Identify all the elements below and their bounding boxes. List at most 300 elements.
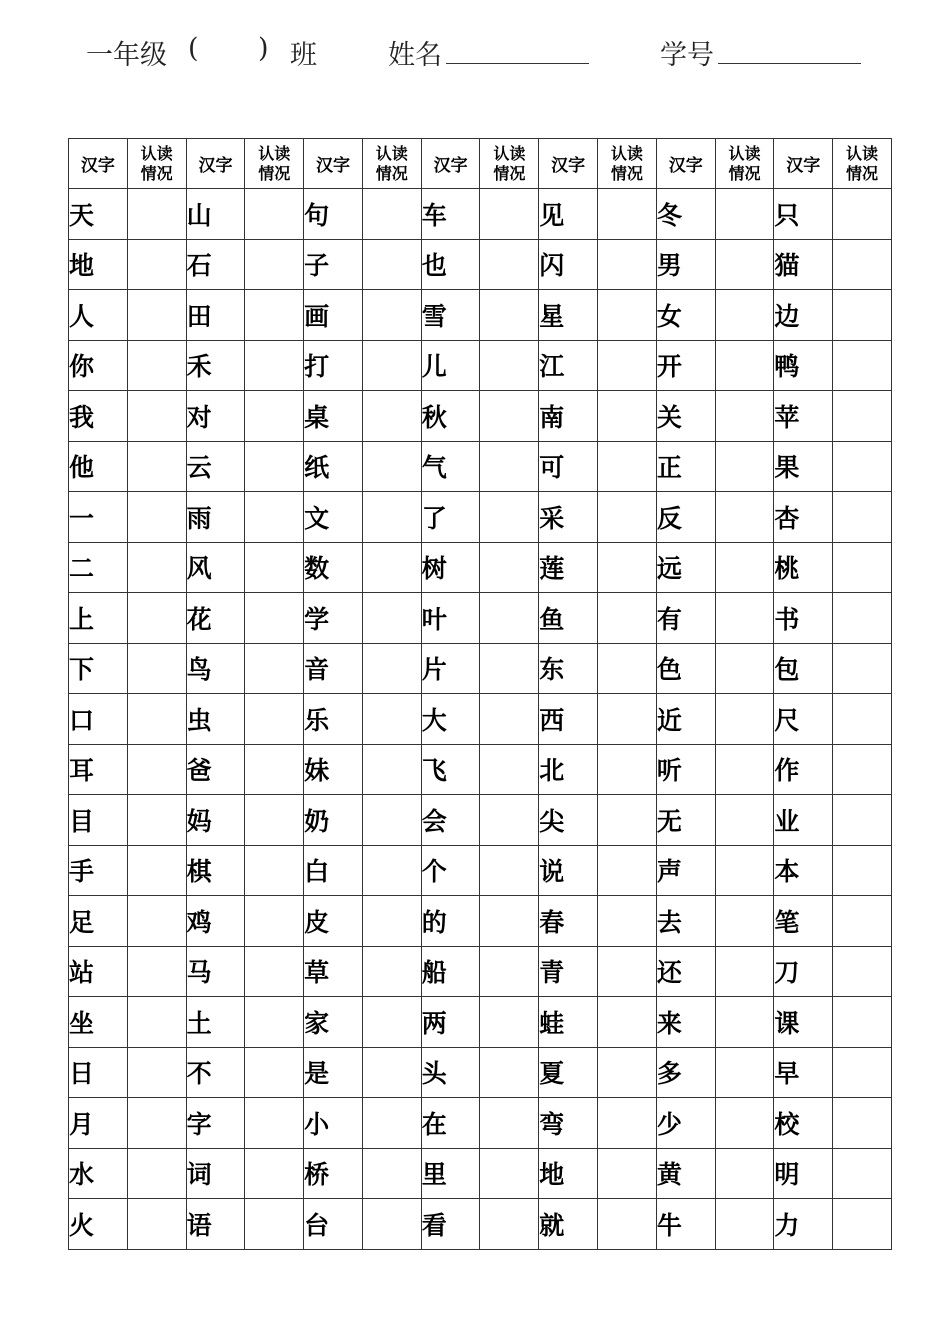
character-cell: 笔 bbox=[774, 896, 833, 947]
reading-status-cell[interactable] bbox=[362, 845, 421, 896]
reading-status-cell[interactable] bbox=[480, 492, 539, 543]
reading-status-cell[interactable] bbox=[362, 1098, 421, 1149]
reading-status-cell[interactable] bbox=[245, 997, 304, 1048]
character-cell: 星 bbox=[539, 290, 598, 341]
reading-status-cell[interactable] bbox=[127, 896, 186, 947]
character-cell: 片 bbox=[421, 643, 480, 694]
reading-status-header-line2: 情况 bbox=[375, 163, 408, 183]
character-cell: 水 bbox=[69, 1148, 128, 1199]
reading-status-cell[interactable] bbox=[127, 593, 186, 644]
reading-status-cell[interactable] bbox=[362, 1047, 421, 1098]
character-cell: 火 bbox=[69, 1199, 128, 1250]
reading-status-cell[interactable] bbox=[362, 896, 421, 947]
character-cell: 天 bbox=[69, 189, 128, 240]
reading-status-cell[interactable] bbox=[362, 1199, 421, 1250]
table-row bbox=[69, 896, 892, 947]
reading-status-cell[interactable] bbox=[245, 189, 304, 240]
reading-status-cell[interactable] bbox=[127, 1199, 186, 1250]
reading-status-cell[interactable] bbox=[127, 189, 186, 240]
character-cell: 足 bbox=[69, 896, 128, 947]
reading-status-cell[interactable] bbox=[362, 643, 421, 694]
reading-status-cell[interactable] bbox=[362, 239, 421, 290]
character-reading-table bbox=[68, 138, 892, 1250]
table-row bbox=[69, 239, 892, 290]
reading-status-cell[interactable] bbox=[480, 694, 539, 745]
reading-status-cell[interactable] bbox=[245, 845, 304, 896]
character-cell: 纸 bbox=[304, 441, 363, 492]
character-cell: 下 bbox=[69, 643, 128, 694]
character-cell: 禾 bbox=[186, 340, 245, 391]
reading-status-cell[interactable] bbox=[480, 1148, 539, 1199]
character-cell: 草 bbox=[304, 946, 363, 997]
character-cell: 文 bbox=[304, 492, 363, 543]
character-cell: 地 bbox=[539, 1148, 598, 1199]
name-blank-line[interactable] bbox=[446, 63, 589, 64]
reading-status-cell[interactable] bbox=[833, 1047, 892, 1098]
table-row bbox=[69, 391, 892, 442]
reading-status-cell[interactable] bbox=[598, 1148, 657, 1199]
character-cell: 学 bbox=[304, 593, 363, 644]
reading-status-cell[interactable] bbox=[480, 896, 539, 947]
reading-status-header-line1: 认读 bbox=[493, 143, 526, 163]
character-cell: 鸭 bbox=[774, 340, 833, 391]
reading-status-cell[interactable] bbox=[127, 441, 186, 492]
character-cell: 早 bbox=[774, 1047, 833, 1098]
reading-status-cell[interactable] bbox=[715, 542, 774, 593]
character-cell: 台 bbox=[304, 1199, 363, 1250]
reading-status-cell[interactable] bbox=[833, 340, 892, 391]
table-row bbox=[69, 290, 892, 341]
character-cell: 妹 bbox=[304, 744, 363, 795]
reading-status-cell[interactable] bbox=[833, 896, 892, 947]
reading-status-cell[interactable] bbox=[362, 340, 421, 391]
reading-status-cell[interactable] bbox=[833, 1098, 892, 1149]
character-cell: 云 bbox=[186, 441, 245, 492]
reading-status-cell[interactable] bbox=[480, 239, 539, 290]
reading-status-cell[interactable] bbox=[715, 441, 774, 492]
reading-status-cell[interactable] bbox=[598, 997, 657, 1048]
reading-status-header-line2: 情况 bbox=[610, 163, 643, 183]
character-cell: 妈 bbox=[186, 795, 245, 846]
reading-status-cell[interactable] bbox=[715, 694, 774, 745]
character-cell: 无 bbox=[656, 795, 715, 846]
reading-status-cell[interactable] bbox=[833, 492, 892, 543]
character-cell: 虫 bbox=[186, 694, 245, 745]
table-row bbox=[69, 1148, 892, 1199]
class-paren-open: ( bbox=[188, 33, 199, 64]
table-row bbox=[69, 492, 892, 543]
character-cell: 词 bbox=[186, 1148, 245, 1199]
reading-status-cell[interactable] bbox=[127, 391, 186, 442]
reading-status-cell[interactable] bbox=[715, 946, 774, 997]
character-cell: 田 bbox=[186, 290, 245, 341]
reading-status-cell[interactable] bbox=[598, 340, 657, 391]
reading-status-cell[interactable] bbox=[598, 189, 657, 240]
reading-status-cell[interactable] bbox=[715, 189, 774, 240]
reading-status-cell[interactable] bbox=[715, 290, 774, 341]
reading-status-column-header bbox=[480, 139, 539, 189]
reading-status-cell[interactable] bbox=[833, 593, 892, 644]
character-cell: 苹 bbox=[774, 391, 833, 442]
reading-status-header-line1: 认读 bbox=[728, 143, 761, 163]
reading-status-cell[interactable] bbox=[480, 1098, 539, 1149]
reading-status-column-header bbox=[127, 139, 186, 189]
table-row bbox=[69, 1047, 892, 1098]
character-cell: 雨 bbox=[186, 492, 245, 543]
character-cell: 江 bbox=[539, 340, 598, 391]
character-cell: 开 bbox=[656, 340, 715, 391]
character-cell: 人 bbox=[69, 290, 128, 341]
character-cell: 看 bbox=[421, 1199, 480, 1250]
char-column-header: 汉字 bbox=[186, 139, 245, 189]
character-cell: 猫 bbox=[774, 239, 833, 290]
character-cell: 口 bbox=[69, 694, 128, 745]
reading-status-cell[interactable] bbox=[715, 340, 774, 391]
reading-status-cell[interactable] bbox=[833, 189, 892, 240]
reading-status-cell[interactable] bbox=[833, 441, 892, 492]
character-cell: 奶 bbox=[304, 795, 363, 846]
table-row bbox=[69, 744, 892, 795]
char-column-header: 汉字 bbox=[774, 139, 833, 189]
character-cell: 杏 bbox=[774, 492, 833, 543]
reading-status-cell[interactable] bbox=[598, 1098, 657, 1149]
character-cell: 尖 bbox=[539, 795, 598, 846]
character-cell: 皮 bbox=[304, 896, 363, 947]
character-cell: 棋 bbox=[186, 845, 245, 896]
character-cell: 雪 bbox=[421, 290, 480, 341]
character-cell: 鸡 bbox=[186, 896, 245, 947]
reading-status-cell[interactable] bbox=[598, 1047, 657, 1098]
character-cell: 气 bbox=[421, 441, 480, 492]
character-cell: 业 bbox=[774, 795, 833, 846]
character-cell: 鱼 bbox=[539, 593, 598, 644]
character-cell: 我 bbox=[69, 391, 128, 442]
reading-status-cell[interactable] bbox=[480, 542, 539, 593]
reading-status-header-line2: 情况 bbox=[493, 163, 526, 183]
character-cell: 牛 bbox=[656, 1199, 715, 1250]
character-cell: 还 bbox=[656, 946, 715, 997]
reading-status-cell[interactable] bbox=[362, 391, 421, 442]
character-cell: 子 bbox=[304, 239, 363, 290]
reading-status-cell[interactable] bbox=[833, 290, 892, 341]
reading-status-cell[interactable] bbox=[598, 492, 657, 543]
reading-status-cell[interactable] bbox=[833, 795, 892, 846]
character-cell: 听 bbox=[656, 744, 715, 795]
character-cell: 地 bbox=[69, 239, 128, 290]
reading-status-cell[interactable] bbox=[480, 744, 539, 795]
character-cell: 白 bbox=[304, 845, 363, 896]
character-cell: 的 bbox=[421, 896, 480, 947]
character-cell: 上 bbox=[69, 593, 128, 644]
character-cell: 桌 bbox=[304, 391, 363, 442]
reading-status-header-line2: 情况 bbox=[140, 163, 173, 183]
reading-status-column-header bbox=[833, 139, 892, 189]
character-cell: 冬 bbox=[656, 189, 715, 240]
reading-status-cell[interactable] bbox=[598, 542, 657, 593]
reading-status-cell[interactable] bbox=[127, 795, 186, 846]
table-row bbox=[69, 946, 892, 997]
character-cell: 手 bbox=[69, 845, 128, 896]
character-cell: 蛙 bbox=[539, 997, 598, 1048]
table-row bbox=[69, 1098, 892, 1149]
table-row bbox=[69, 593, 892, 644]
reading-status-cell[interactable] bbox=[598, 795, 657, 846]
character-cell: 南 bbox=[539, 391, 598, 442]
reading-status-cell[interactable] bbox=[127, 744, 186, 795]
character-cell: 桥 bbox=[304, 1148, 363, 1199]
character-cell: 西 bbox=[539, 694, 598, 745]
reading-status-cell[interactable] bbox=[245, 1148, 304, 1199]
reading-status-cell[interactable] bbox=[480, 340, 539, 391]
reading-status-cell[interactable] bbox=[127, 845, 186, 896]
reading-status-cell[interactable] bbox=[245, 239, 304, 290]
reading-status-cell[interactable] bbox=[480, 1047, 539, 1098]
character-cell: 只 bbox=[774, 189, 833, 240]
reading-status-cell[interactable] bbox=[715, 795, 774, 846]
reading-status-cell[interactable] bbox=[127, 1047, 186, 1098]
character-cell: 作 bbox=[774, 744, 833, 795]
reading-status-cell[interactable] bbox=[127, 1148, 186, 1199]
character-cell: 树 bbox=[421, 542, 480, 593]
reading-status-cell[interactable] bbox=[480, 946, 539, 997]
reading-status-cell[interactable] bbox=[127, 340, 186, 391]
character-cell: 来 bbox=[656, 997, 715, 1048]
reading-status-header-line1: 认读 bbox=[140, 143, 173, 163]
character-cell: 里 bbox=[421, 1148, 480, 1199]
character-cell: 两 bbox=[421, 997, 480, 1048]
reading-status-cell[interactable] bbox=[245, 290, 304, 341]
reading-status-cell[interactable] bbox=[127, 492, 186, 543]
reading-status-cell[interactable] bbox=[127, 694, 186, 745]
character-cell: 东 bbox=[539, 643, 598, 694]
reading-status-cell[interactable] bbox=[715, 1047, 774, 1098]
reading-status-cell[interactable] bbox=[480, 391, 539, 442]
reading-status-cell[interactable] bbox=[715, 1098, 774, 1149]
reading-status-cell[interactable] bbox=[480, 643, 539, 694]
reading-status-cell[interactable] bbox=[598, 441, 657, 492]
character-cell: 大 bbox=[421, 694, 480, 745]
character-cell: 校 bbox=[774, 1098, 833, 1149]
character-cell: 北 bbox=[539, 744, 598, 795]
table-row bbox=[69, 441, 892, 492]
character-cell: 在 bbox=[421, 1098, 480, 1149]
reading-status-cell[interactable] bbox=[598, 896, 657, 947]
character-cell: 少 bbox=[656, 1098, 715, 1149]
character-cell: 飞 bbox=[421, 744, 480, 795]
reading-status-cell[interactable] bbox=[245, 744, 304, 795]
reading-status-cell[interactable] bbox=[598, 391, 657, 442]
reading-status-cell[interactable] bbox=[245, 896, 304, 947]
character-cell: 莲 bbox=[539, 542, 598, 593]
reading-status-cell[interactable] bbox=[598, 593, 657, 644]
reading-status-cell[interactable] bbox=[715, 643, 774, 694]
character-cell: 远 bbox=[656, 542, 715, 593]
character-cell: 色 bbox=[656, 643, 715, 694]
reading-status-cell[interactable] bbox=[127, 542, 186, 593]
character-cell: 书 bbox=[774, 593, 833, 644]
character-cell: 果 bbox=[774, 441, 833, 492]
reading-status-cell[interactable] bbox=[715, 1199, 774, 1250]
reading-status-cell[interactable] bbox=[245, 1199, 304, 1250]
reading-status-cell[interactable] bbox=[362, 189, 421, 240]
reading-status-cell[interactable] bbox=[362, 694, 421, 745]
char-column-header: 汉字 bbox=[304, 139, 363, 189]
reading-status-cell[interactable] bbox=[715, 1148, 774, 1199]
table-row bbox=[69, 189, 892, 240]
reading-status-cell[interactable] bbox=[362, 290, 421, 341]
student-number-label: 学号 bbox=[660, 40, 714, 71]
character-cell: 坐 bbox=[69, 997, 128, 1048]
reading-status-cell[interactable] bbox=[480, 290, 539, 341]
reading-status-cell[interactable] bbox=[715, 744, 774, 795]
reading-status-cell[interactable] bbox=[598, 946, 657, 997]
character-cell: 声 bbox=[656, 845, 715, 896]
character-cell: 对 bbox=[186, 391, 245, 442]
character-cell: 站 bbox=[69, 946, 128, 997]
reading-status-cell[interactable] bbox=[362, 744, 421, 795]
table-row bbox=[69, 643, 892, 694]
character-cell: 船 bbox=[421, 946, 480, 997]
character-cell: 弯 bbox=[539, 1098, 598, 1149]
reading-status-cell[interactable] bbox=[598, 290, 657, 341]
reading-status-cell[interactable] bbox=[362, 946, 421, 997]
reading-status-cell[interactable] bbox=[833, 744, 892, 795]
character-cell: 男 bbox=[656, 239, 715, 290]
reading-status-cell[interactable] bbox=[362, 593, 421, 644]
character-cell: 数 bbox=[304, 542, 363, 593]
reading-status-cell[interactable] bbox=[480, 997, 539, 1048]
reading-status-cell[interactable] bbox=[833, 997, 892, 1048]
reading-status-cell[interactable] bbox=[480, 1199, 539, 1250]
reading-status-cell[interactable] bbox=[480, 189, 539, 240]
reading-status-column-header bbox=[598, 139, 657, 189]
reading-status-cell[interactable] bbox=[833, 946, 892, 997]
reading-status-cell[interactable] bbox=[480, 593, 539, 644]
reading-status-header-line1: 认读 bbox=[258, 143, 291, 163]
character-cell: 风 bbox=[186, 542, 245, 593]
character-cell: 青 bbox=[539, 946, 598, 997]
reading-status-cell[interactable] bbox=[245, 340, 304, 391]
reading-status-cell[interactable] bbox=[833, 1199, 892, 1250]
character-cell: 他 bbox=[69, 441, 128, 492]
reading-status-cell[interactable] bbox=[833, 845, 892, 896]
reading-status-cell[interactable] bbox=[833, 694, 892, 745]
table-header-row bbox=[69, 139, 892, 189]
reading-status-cell[interactable] bbox=[715, 845, 774, 896]
reading-status-cell[interactable] bbox=[715, 239, 774, 290]
character-cell: 力 bbox=[774, 1199, 833, 1250]
table-row bbox=[69, 694, 892, 745]
character-cell: 近 bbox=[656, 694, 715, 745]
worksheet-header bbox=[0, 0, 950, 80]
character-cell: 有 bbox=[656, 593, 715, 644]
reading-status-cell[interactable] bbox=[245, 593, 304, 644]
character-cell: 课 bbox=[774, 997, 833, 1048]
reading-status-cell[interactable] bbox=[127, 997, 186, 1048]
character-cell: 画 bbox=[304, 290, 363, 341]
reading-status-cell[interactable] bbox=[362, 542, 421, 593]
reading-status-cell[interactable] bbox=[127, 1098, 186, 1149]
reading-status-cell[interactable] bbox=[127, 239, 186, 290]
reading-status-column-header bbox=[362, 139, 421, 189]
table-row bbox=[69, 1199, 892, 1250]
reading-status-cell[interactable] bbox=[598, 643, 657, 694]
reading-status-cell[interactable] bbox=[245, 795, 304, 846]
reading-status-cell[interactable] bbox=[362, 441, 421, 492]
reading-status-cell[interactable] bbox=[480, 795, 539, 846]
table-row bbox=[69, 795, 892, 846]
character-cell: 叶 bbox=[421, 593, 480, 644]
reading-status-cell[interactable] bbox=[362, 492, 421, 543]
char-column-header: 汉字 bbox=[656, 139, 715, 189]
reading-status-cell[interactable] bbox=[127, 946, 186, 997]
reading-status-cell[interactable] bbox=[598, 694, 657, 745]
reading-status-cell[interactable] bbox=[598, 845, 657, 896]
reading-status-cell[interactable] bbox=[245, 1098, 304, 1149]
reading-status-cell[interactable] bbox=[245, 946, 304, 997]
reading-status-cell[interactable] bbox=[715, 593, 774, 644]
reading-status-cell[interactable] bbox=[833, 391, 892, 442]
reading-status-cell[interactable] bbox=[245, 542, 304, 593]
character-cell: 目 bbox=[69, 795, 128, 846]
reading-status-cell[interactable] bbox=[715, 896, 774, 947]
reading-status-cell[interactable] bbox=[245, 441, 304, 492]
character-cell: 耳 bbox=[69, 744, 128, 795]
character-cell: 一 bbox=[69, 492, 128, 543]
reading-status-cell[interactable] bbox=[833, 643, 892, 694]
reading-status-cell[interactable] bbox=[245, 1047, 304, 1098]
reading-status-cell[interactable] bbox=[480, 441, 539, 492]
character-cell: 乐 bbox=[304, 694, 363, 745]
reading-status-cell[interactable] bbox=[245, 643, 304, 694]
reading-status-cell[interactable] bbox=[362, 997, 421, 1048]
char-column-header: 汉字 bbox=[421, 139, 480, 189]
reading-status-cell[interactable] bbox=[833, 1148, 892, 1199]
reading-status-cell[interactable] bbox=[598, 1199, 657, 1250]
reading-status-cell[interactable] bbox=[245, 694, 304, 745]
character-cell: 采 bbox=[539, 492, 598, 543]
table-body bbox=[69, 189, 892, 1250]
character-cell: 可 bbox=[539, 441, 598, 492]
reading-status-header-line1: 认读 bbox=[375, 143, 408, 163]
student-number-blank-line[interactable] bbox=[718, 63, 861, 64]
reading-status-cell[interactable] bbox=[127, 290, 186, 341]
reading-status-cell[interactable] bbox=[362, 1148, 421, 1199]
character-cell: 也 bbox=[421, 239, 480, 290]
reading-status-cell[interactable] bbox=[245, 391, 304, 442]
reading-status-cell[interactable] bbox=[245, 492, 304, 543]
reading-status-cell[interactable] bbox=[715, 997, 774, 1048]
reading-status-cell[interactable] bbox=[480, 845, 539, 896]
character-cell: 包 bbox=[774, 643, 833, 694]
character-cell: 月 bbox=[69, 1098, 128, 1149]
reading-status-cell[interactable] bbox=[362, 795, 421, 846]
table-row bbox=[69, 997, 892, 1048]
table-row bbox=[69, 340, 892, 391]
character-cell: 语 bbox=[186, 1199, 245, 1250]
reading-status-cell[interactable] bbox=[715, 492, 774, 543]
reading-status-cell[interactable] bbox=[598, 239, 657, 290]
character-cell: 山 bbox=[186, 189, 245, 240]
reading-status-cell[interactable] bbox=[127, 643, 186, 694]
reading-status-cell[interactable] bbox=[833, 239, 892, 290]
reading-status-cell[interactable] bbox=[715, 391, 774, 442]
class-label: 班 bbox=[290, 40, 317, 71]
reading-status-header-line2: 情况 bbox=[846, 163, 879, 183]
reading-status-cell[interactable] bbox=[833, 542, 892, 593]
reading-status-column-header bbox=[715, 139, 774, 189]
reading-status-cell[interactable] bbox=[598, 744, 657, 795]
